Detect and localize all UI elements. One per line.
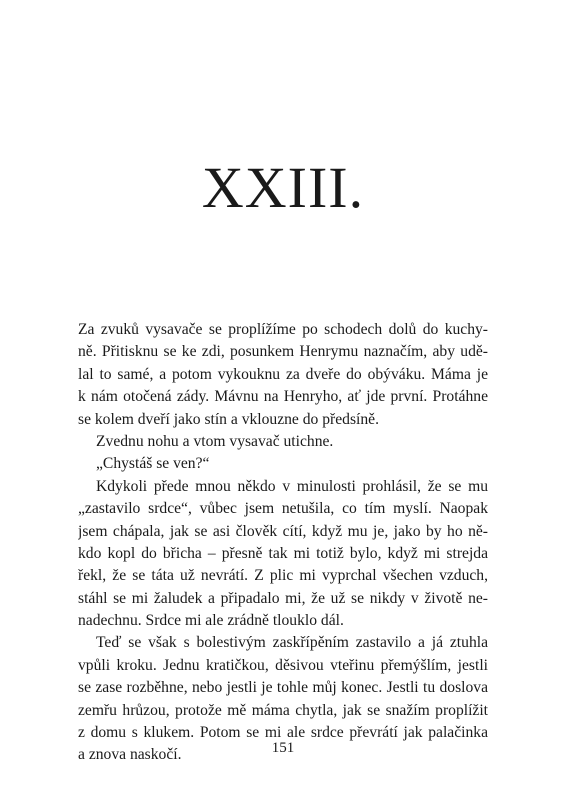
- text-line: kdo kopl do břicha – přesně tak mi totiž bylo, když mi strejda: [78, 544, 488, 562]
- text-line: řekl, že se táta už nevrátí. Z plic mi vyprchal všechen vzduch,: [78, 567, 488, 585]
- text-line: zemřu hrůzou, protože mě máma chytla, jak se snažím proplížit: [78, 701, 488, 719]
- text-line: lal to samé, a potom vykouknu za dveře do obýváku. Máma je: [78, 365, 488, 383]
- text-line: se kolem dveří jako stín a vklouzne do předsíně.: [78, 410, 379, 428]
- text-line: se zase rozběhne, nebo jestli je tohle můj konec. Jestli tu doslova: [78, 679, 488, 697]
- text-line: vpůli kroku. Jednu kratičkou, děsivou vteřinu přemýšlím, jestli: [78, 656, 488, 674]
- body-text: [78, 319, 488, 767]
- text-line: a znova naskočí.: [78, 746, 182, 764]
- text-line: z domu s klukem. Potom se mi ale srdce převrátí jak palačinka: [78, 724, 488, 742]
- chapter-title: XXIII.: [201, 155, 365, 220]
- text-line: jsem chápala, jak se asi člověk cítí, když mu je, jako by ho ně-: [78, 522, 488, 540]
- text-line: Kdykoli přede mnou někdo v minulosti prohlásil, že se mu: [96, 477, 488, 495]
- page-number: 151: [271, 740, 295, 756]
- text-line: Za zvuků vysavače se proplížíme po schodech dolů do kuchy-: [78, 321, 488, 338]
- text-line: ně. Přitisknu se ke zdi, posunkem Henrymu naznačím, aby udě-: [78, 343, 488, 361]
- text-line: nadechnu. Srdce mi ale zrádně tlouklo dál.: [78, 612, 344, 630]
- text-line: „Chystáš se ven?“: [96, 455, 210, 473]
- text-line: Zvednu nohu a vtom vysavač utichne.: [96, 432, 334, 450]
- text-line: k nám otočená zády. Mávnu na Henryho, ať jde první. Protáhne: [78, 388, 488, 406]
- text-line: „zastavilo srdce“, vůbec jsem netušila, co tím myslí. Naopak: [78, 500, 488, 518]
- text-line: Teď se však s bolestivým zaskřípěním zastavilo a já ztuhla: [96, 634, 488, 652]
- text-line: stáhl se mi žaludek a připadalo mi, že už se nikdy v životě ne-: [78, 589, 488, 607]
